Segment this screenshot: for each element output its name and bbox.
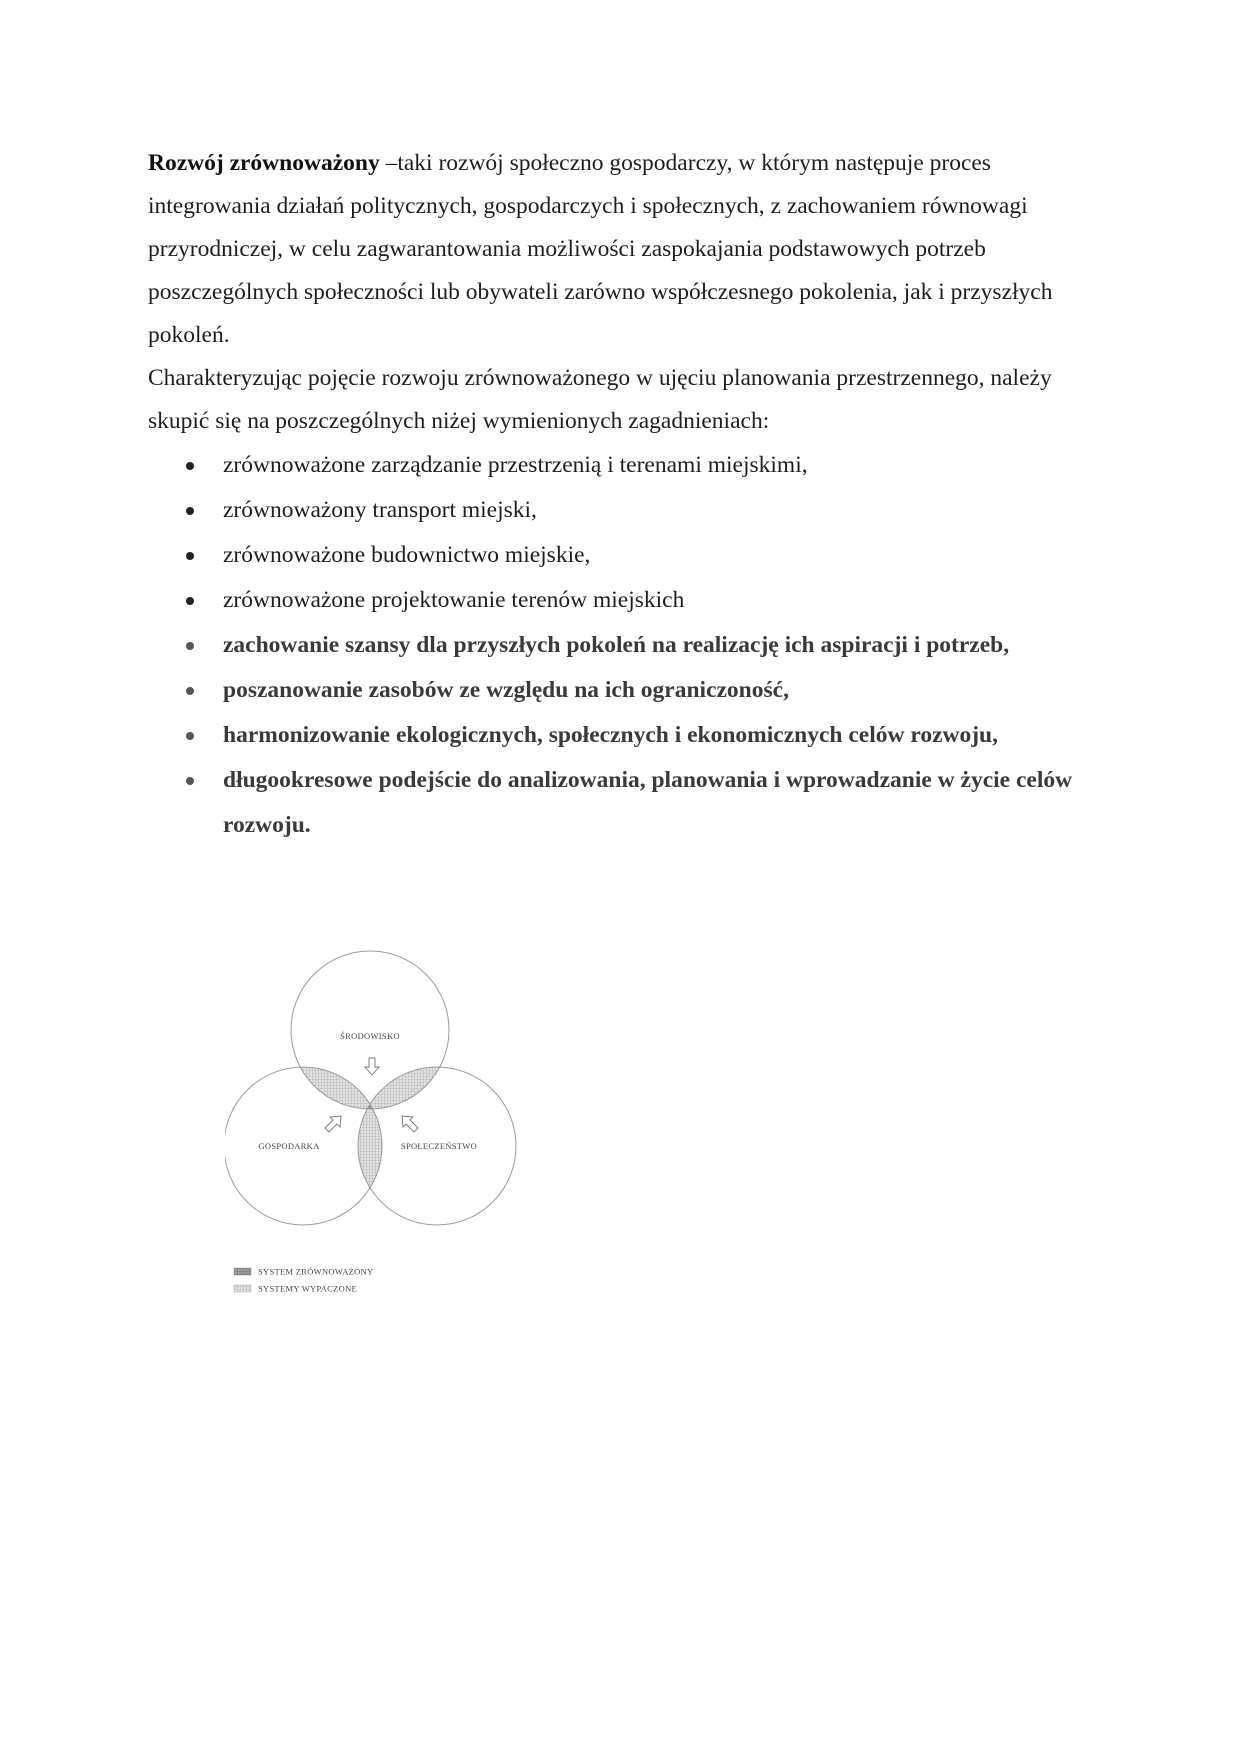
venn-svg: [225, 950, 525, 1310]
document-body: [148, 142, 1108, 848]
label-environment: ŚRODOWISKO: [340, 1031, 400, 1041]
list-item: harmonizowanie ekologicznych, społecznych i ekonomicznych celów rozwoju,: [148, 713, 1108, 758]
definition-text: –taki rozwój społeczno gospodarczy, w którym następuje proces integrowania działań politycznych, gospodarczych i społecznych, z zachowaniem równowagi przyrodniczej, w celu zagwarantowania możliwości zaspokajania podstawowych potrzeb poszczególnych społeczności lub obywateli zarówno współczesnego pokolenia, jak i przyszłych pokoleń.: [148, 150, 1053, 348]
legend-label-distorted: SYSTEMY WYPACZONE: [258, 1283, 358, 1294]
arrow-up-left-icon: [402, 1116, 418, 1132]
list-item: zrównoważone projektowanie terenów miejskich: [148, 578, 1108, 623]
issues-list: [148, 443, 1108, 848]
definition-term: Rozwój zrównoważony: [148, 150, 380, 176]
list-item: zachowanie szansy dla przyszłych pokoleń na realizację ich aspiracji i potrzeb,: [148, 623, 1108, 668]
list-item: długookresowe podejście do analizowania, planowania i wprowadzanie w życie celów rozwoju.: [148, 758, 1108, 848]
arrow-up-right-icon: [325, 1116, 341, 1132]
list-item: zrównoważone budownictwo miejskie,: [148, 533, 1108, 578]
legend-label-sustainable: SYSTEM ZRÓWNOWAŻONY: [258, 1266, 374, 1277]
venn-diagram: [225, 950, 525, 1310]
arrow-down-icon: [365, 1058, 379, 1075]
list-item: zrównoważone zarządzanie przestrzenią i terenami miejskimi,: [148, 443, 1108, 488]
list-item: zrównoważony transport miejski,: [148, 488, 1108, 533]
legend-swatch-sustainable: [234, 1268, 251, 1275]
definition-paragraph: [148, 142, 1108, 357]
label-society: SPOŁECZEŃSTWO: [400, 1141, 478, 1151]
list-item: poszanowanie zasobów ze względu na ich ograniczoność,: [148, 668, 1108, 713]
intro-paragraph: Charakteryzując pojęcie rozwoju zrównoważonego w ujęciu planowania przestrzennego, należy skupić się na poszczególnych niżej wymienionych zagadnieniach:: [148, 365, 1052, 434]
label-economy: GOSPODARKA: [258, 1141, 320, 1151]
legend-swatch-distorted: [234, 1285, 251, 1292]
